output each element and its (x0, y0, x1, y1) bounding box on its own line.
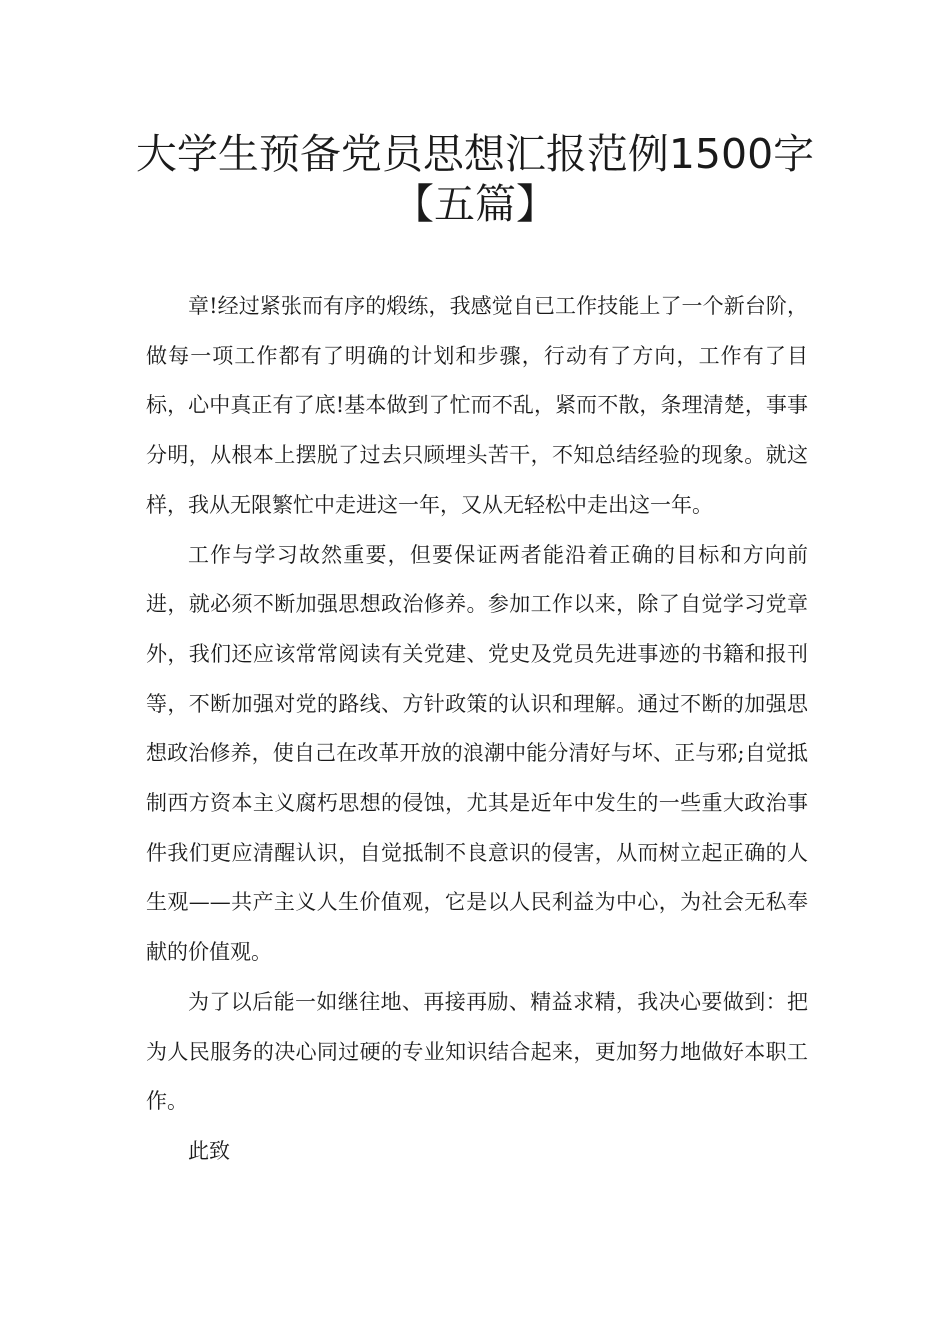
paragraph-2: 工作与学习故然重要，但要保证两者能沿着正确的目标和方向前进，就必须不断加强思想政治修养。参加工作以来，除了自觉学习党章外，我们还应该常常阅读有关党建、党史及党员先进事迹的书籍和报刊等，不断加强对党的路线、方针政策的认识和理解。通过不断的加强思想政治修养，使自己在改革开放的浪潮中能分清好与坏、正与邪;自觉抵制西方资本主义腐朽思想的侵蚀，尤其是近年中发生的一些重大政治事件我们更应清醒认识，自觉抵制不良意识的侵害，从而树立起正确的人生观——共产主义人生价值观，它是以人民利益为中心，为社会无私奉献的价值观。 (146, 542, 808, 965)
closing-salutation: 此致 (188, 1138, 230, 1163)
document-body (146, 282, 808, 1177)
paragraph-1: 章!经过紧张而有序的煅练，我感觉自已工作技能上了一个新台阶，做每一项工作都有了明确的计划和步骤，行动有了方向，工作有了目标，心中真正有了底!基本做到了忙而不乱，紧而不散，条理清楚，事事分明，从根本上摆脱了过去只顾埋头苦干，不知总结经验的现象。就这样，我从无限繁忙中走进这一年，又从无轻松中走出这一年。 (146, 294, 808, 517)
paragraph-3: 为了以后能一如继往地、再接再励、精益求精，我决心要做到：把为人民服务的决心同过硬的专业知识结合起来，更加努力地做好本职工作。 (146, 989, 808, 1114)
document-title-line-1: 大学生预备党员思想汇报范例1500字 (135, 130, 815, 178)
document-title-line-2: 【五篇】 (393, 180, 557, 228)
